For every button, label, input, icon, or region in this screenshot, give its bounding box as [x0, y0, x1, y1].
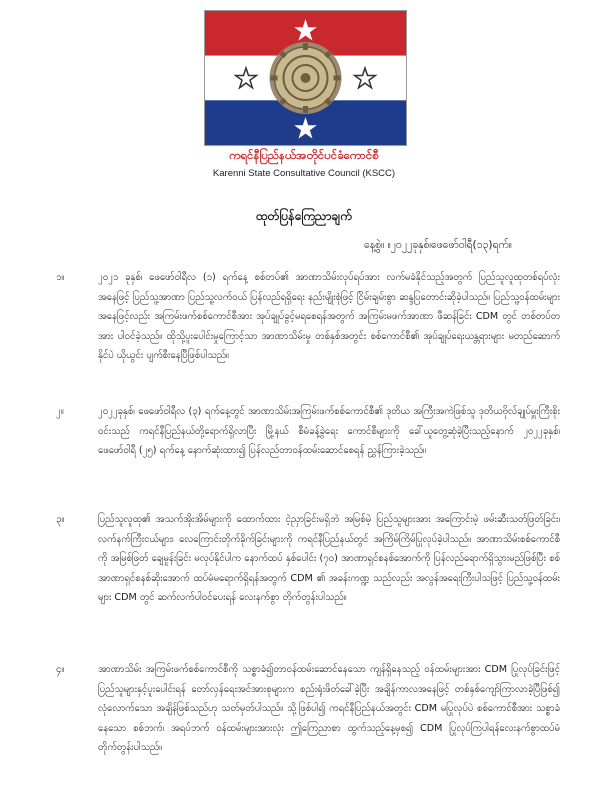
org-name-english: Karenni State Consultative Council (KSCC): [212, 168, 396, 179]
document-title: ထုတ်ပြန်ကြေညာချက်: [256, 209, 352, 223]
kscc-flag: [204, 10, 407, 146]
org-name-myanmar: ကရင်နီပြည်နယ်အတိုင်ပင်ခံကောင်စီ: [229, 148, 379, 162]
gear-emblem-icon: [270, 42, 342, 114]
paragraph-number: ၂။: [56, 406, 64, 417]
paragraph-4: [56, 660, 560, 780]
paragraph-text: ပြည်သူလူထု၏ အသက်အိုးအိမ်များကို ထောက်ထား ငဲ့ညှာခြင်းမရှိဘဲ အမြစ်မဲ့ ပြည်သူများအား အကြောင်းမဲ့ ဖမ်းဆီးသတ်ဖြတ်ခြင်း၊ လက်နက်ကြီးငယ်များ၊ လေကြောင်းတိုက်ခိုက်ခြင်းများကို ကရင်နီပြည်နယ်တွင် အကြိမ်ကြိမ်ပြုလုပ်ခဲ့ပါသည်။ အာဏာသိမ်းစစ်ကောင်စီကို အမြစ်ဖြတ် ချေမှုန်းခြင်း မလုပ်နိုင်ပါက နောက်ထပ် နှစ်ပေါင်း (၇၀) အာဏာရှင်စနစ်အောက်ကို ပြန်လည်ရောက်ရှိသွားမည်ဖြစ်ပြီး စစ်အာဏာရှင်စနစ်ဆိုးအောက် ထပ်မံမရောက်ရှိရန်အတွက် CDM ၏ အခန်းကဏ္ဍ သည်လည်း အလွန်အရေးကြီးပါသဖြင့် ပြည်သူ့ဝန်ထမ်းများ CDM တွင် ဆက်လက်ပါဝင်ပေးရန် လေးနက်စွာ တိုက်တွန်းပါသည်။: [98, 514, 560, 603]
paragraph-2: [56, 402, 560, 482]
paragraph-text: အာဏာသိမ်း အကြမ်းဖက်စစ်ကောင်စီကို သစ္စာခံ၍တာဝန်ထမ်းဆောင်နေသော ကျန်ရှိနေသည့် ဝန်ထမ်းများအား CDM ပြုလုပ်ခြင်းဖြင့် ပြည်သူများနှင့်ပူးပေါင်းရန် တော်လှန်ရေးအင်အားစုများက စည်းရုံးဖိတ်ခေါ်ခဲ့ပြီး အချိန်ကာလအနေဖြင့် တစ်နှစ်ကျော်ကြာလာခဲ့ပြီဖြစ်၍ လုံလောက်သော အချိန်ဖြစ်သည်ဟု သတ်မှတ်ပါသည်။ သို့ဖြစ်ပါ၍ ကရင်နီပြည်နယ်အတွင်း CDM မပြုလုပ်ပဲ စစ်ကောင်စီအား သစ္စာခံနေသော စစ်ဘက်၊ အရပ်ဘက် ဝန်ထမ်းများအားလုံး ဤကြေညာစာ ထွက်သည့်နေ့မှစ၍ CDM ပြုလုပ်ကြပါရန်လေးနက်စွာထပ်မံ တိုက်တွန်းပါသည်။: [98, 664, 560, 753]
paragraph-1: [56, 268, 560, 388]
paragraph-3: [56, 510, 560, 630]
paragraph-number: ၃။: [56, 514, 65, 525]
paragraph-text: ၂၀၂၁ ခုနှစ်၊ ဖေဖော်ဝါရီလ (၁) ရက်နေ့ စစ်တပ်၏ အာဏာသိမ်းလုပ်ရပ်အား လက်မခံနိုင်သည့်အတွက် ပြည်သူလူထုတစ်ရပ်လုံးအနေဖြင့် ပြည်သူ့အာဏာ ပြည်သူ့လက်ဝယ် ပြန်လည်ရရှိရေး နည်းမျိုးစုံဖြင့် ငြိမ်းချမ်းစွာ ဆန္ဒပြတောင်းဆိုခဲ့ပါသည်။ ပြည်သူ့ဝန်ထမ်းများ အနေဖြင့်လည်း အကြမ်းဖက်စစ်ကောင်စီအား အုပ်ချုပ်ခွင့်မရစေရန်အတွက် အကြမ်းမဖက်အာဏာ ဖီဆန်ခြင်း CDM တွင် တစ်တပ်တအား ပါဝင်ခဲ့သည်။ ထိုသို့ပူးပေါင်းမှုကြောင့်သာ အာဏာသိမ်းမှု တစ်နှစ်အတွင်း စစ်ကောင်စီ၏ အုပ်ချုပ်ရေးယန္တရားများ မတည်ဆောက်နိုင်ပဲ ယိုယွင်း ပျက်စီးနေပြီဖြစ်ပါသည်။: [98, 272, 560, 361]
paragraph-number: ၁။: [56, 272, 65, 283]
paragraph-text: ၂၀၂၂ခုနှစ်၊ ဖေဖော်ဝါရီလ (၃) ရက်နေ့တွင် အာဏာသိမ်းအကြမ်းဖက်စစ်ကောင်စီ၏ ဒုတိယ အကြီးအကဲဖြစ်သူ ဒုတိယဗိုလ်ချုပ်မှူးကြီးစိုးဝင်းသည် ကရင်နီပြည်နယ်တို့ရောက်ရှိလာပြီး မြို့နယ် စီမံခန့်ခွဲရေး ကောင်စီများကို ခေါ်ယူတွေ့ဆုံခဲ့ပြီးသည့်နောက် ၂၀၂၂ခုနှစ်၊ ဖေဖော်ဝါရီ (၂၅) ရက်နေ့ နောက်ဆုံးထား၍ ပြန်လည်တာဝန်ထမ်းဆောင်စေရန် ညွှန်ကြားခဲ့သည်။: [98, 406, 560, 456]
document-date: နေ့စွဲ။ ။၂၀၂၂ခုနှစ်၊ဖေဖော်ဝါရီ(၁၃)ရက်။: [364, 239, 512, 251]
paragraph-number: ၄။: [56, 664, 65, 675]
